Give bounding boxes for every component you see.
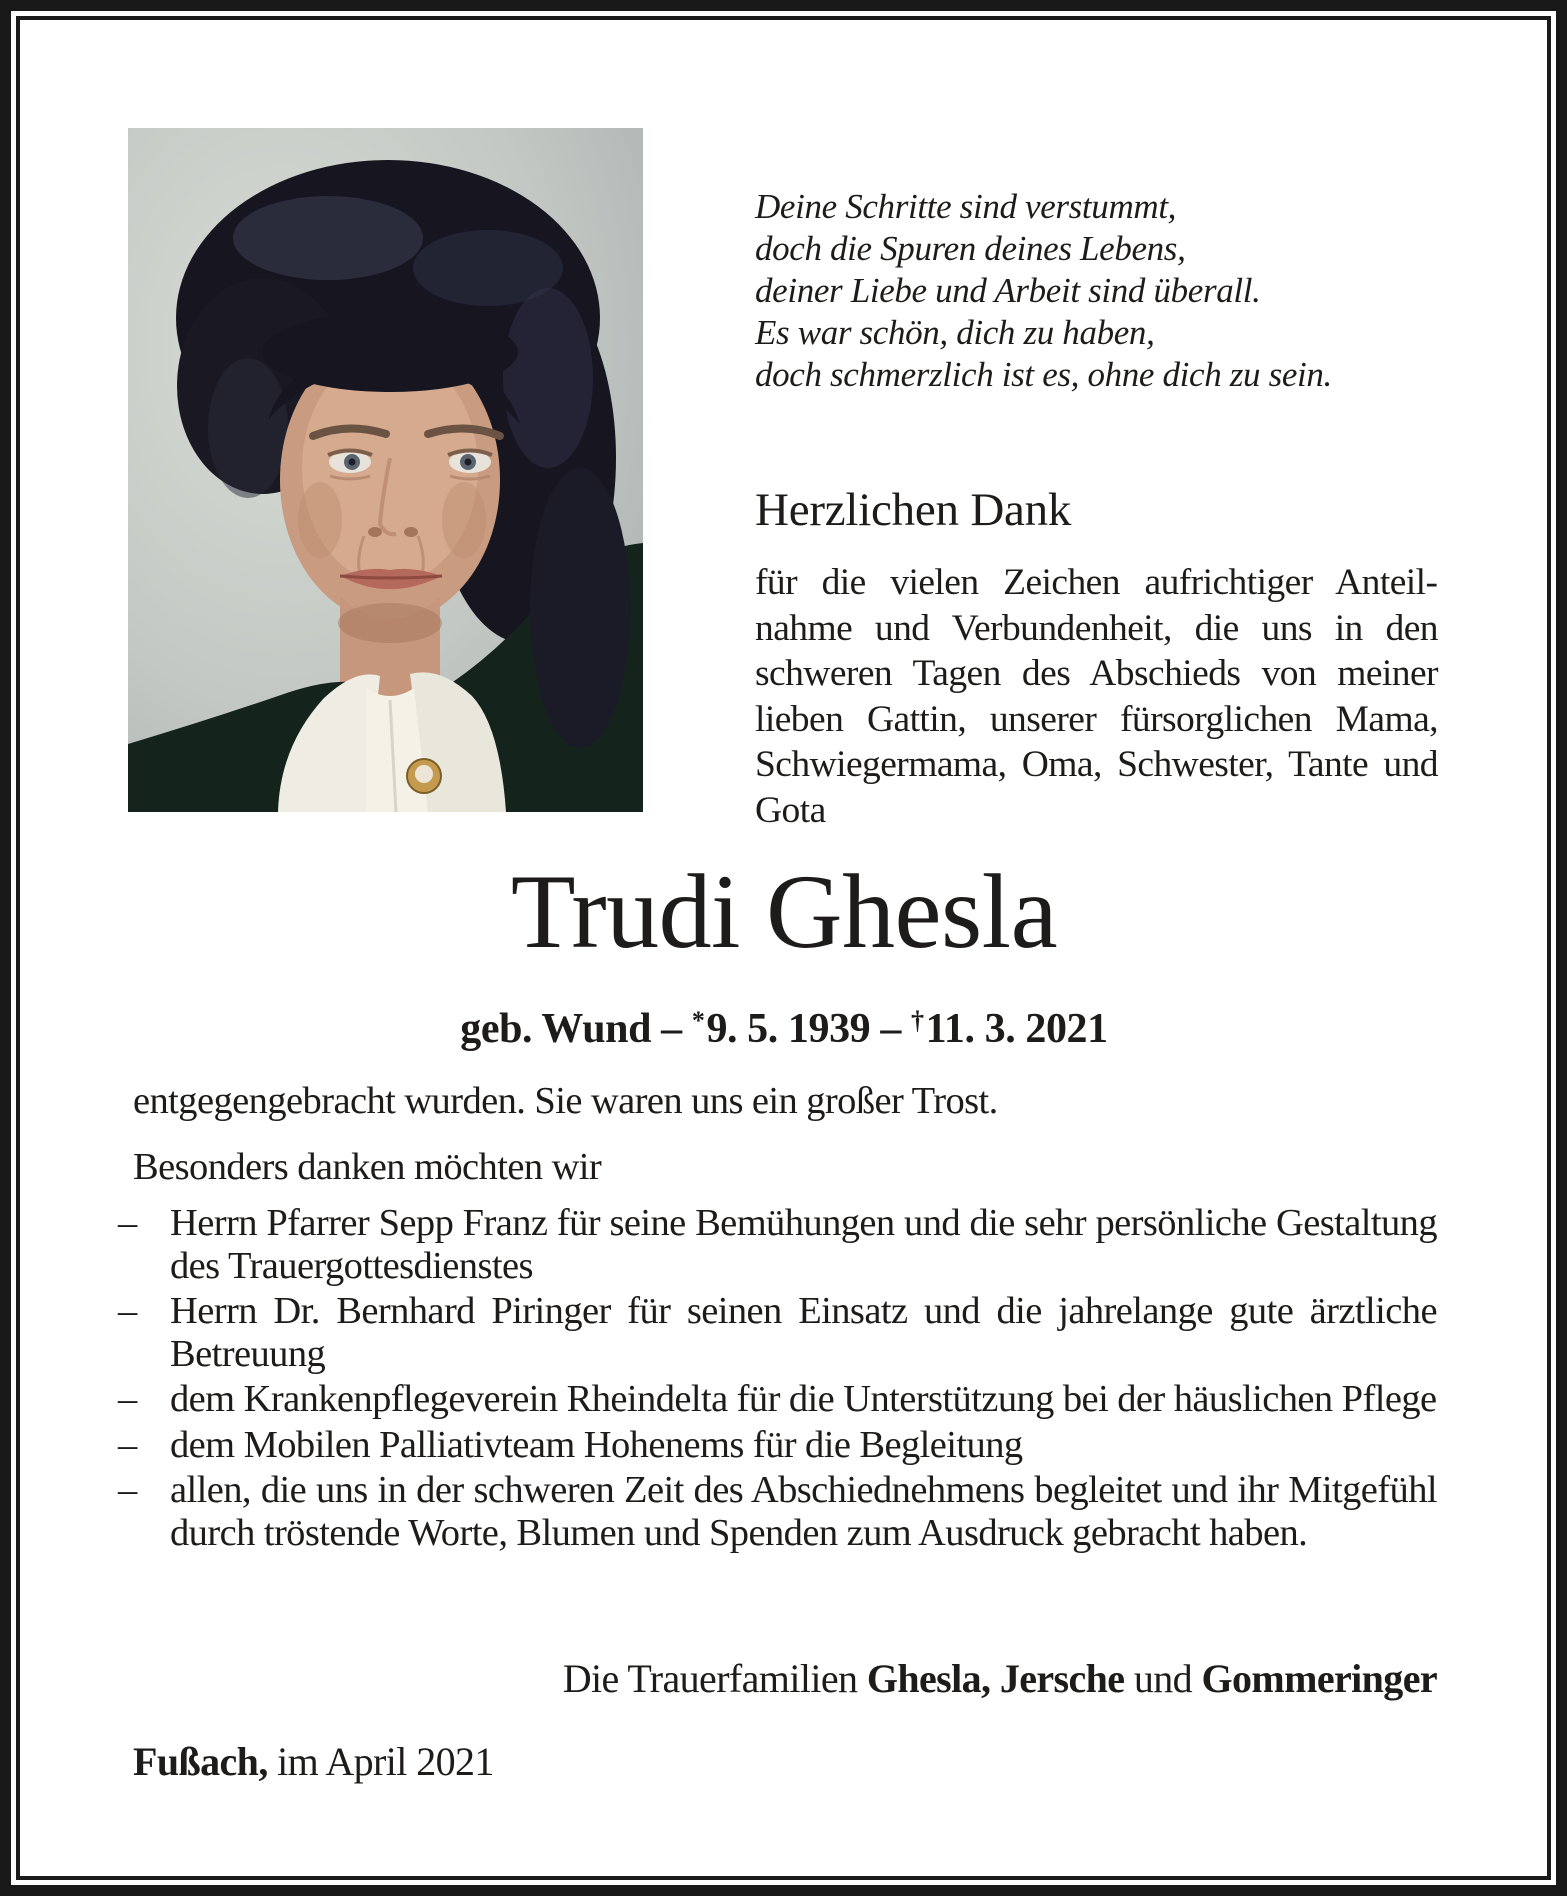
memorial-poem	[755, 186, 1455, 396]
dash-separator: –	[661, 1006, 682, 1053]
families-conjunction: und	[1133, 1656, 1193, 1701]
dash-bullet: –	[118, 1202, 137, 1244]
poem-line: Deine Schritte sind verstummt,	[755, 187, 1177, 226]
dash-bullet: –	[118, 1290, 137, 1332]
place-date-line	[133, 1739, 1437, 1785]
list-item	[118, 1290, 1437, 1375]
list-item-text: allen, die uns in der schweren Zeit des Abschiednehmens begleitet und ihr Mitgefühl durch tröstende Worte, Blumen und Spenden zum Ausdruck gebracht haben.	[170, 1469, 1437, 1554]
dash-bullet: –	[118, 1423, 137, 1466]
dash-bullet: –	[118, 1469, 137, 1511]
special-thanks-intro: Besonders danken möchten wir	[133, 1146, 602, 1188]
birth-star-symbol: *	[691, 1006, 705, 1035]
dash-bullet: –	[118, 1378, 137, 1420]
deceased-name: Trudi Ghesla	[510, 853, 1058, 970]
death-date: 11. 3. 2021	[925, 1006, 1108, 1053]
poem-line: deiner Liebe und Arbeit sind überall.	[755, 271, 1261, 310]
portrait-photo	[128, 128, 643, 812]
special-thanks-list	[118, 1202, 1437, 1557]
thanks-heading: Herzlichen Dank	[755, 484, 1072, 536]
poem-line: doch schmerzlich ist es, ohne dich zu sein.	[755, 355, 1332, 394]
place-name: Fußach,	[133, 1739, 268, 1784]
poem-line: doch die Spuren deines Lebens,	[755, 229, 1186, 268]
list-item	[118, 1469, 1437, 1554]
poem-line: Es war schön, dich zu haben,	[755, 313, 1155, 352]
list-item-text: dem Mobilen Palliativteam Hohenems für die Begleitung	[170, 1423, 1023, 1466]
death-dagger-symbol: †	[911, 1006, 924, 1035]
list-item	[118, 1378, 1437, 1421]
family-name-bold: Gommeringer	[1201, 1656, 1437, 1701]
mourning-families-line	[133, 1656, 1437, 1702]
birth-date: 9. 5. 1939	[706, 1006, 871, 1053]
list-item-text: Herrn Dr. Bernhard Piringer für seinen Einsatz und die jahrelange gute ärztliche Betreuung	[170, 1290, 1437, 1375]
list-item	[118, 1424, 1437, 1467]
portrait-illustration	[128, 128, 643, 812]
maiden-name: geb. Wund	[460, 1006, 652, 1053]
life-dates	[130, 997, 1438, 1053]
dash-separator: –	[880, 1006, 901, 1053]
list-item-text: dem Krankenpflegeverein Rheindelta für die Unterstützung bei der häuslichen Pflege	[170, 1378, 1437, 1420]
list-item	[118, 1202, 1437, 1287]
date-text: im April 2021	[277, 1739, 494, 1784]
thanks-paragraph: für die vielen Zeichen aufrichtiger Anteilnahme und Verbundenheit, die uns in den schweren Tagen des Abschieds von meiner lieben Gattin, unserer fürsorglichen Mama, Schwiegermama, Oma, Schwester, Tante und Gota	[755, 562, 1438, 831]
family-names-bold: Ghesla, Jersche	[866, 1656, 1125, 1701]
families-prefix: Die Trauerfamilien	[562, 1656, 858, 1701]
list-item-text: Herrn Pfarrer Sepp Franz für seine Bemühungen und die sehr persönliche Gestaltung des Trauergottesdienstes	[170, 1202, 1437, 1287]
consolation-line: entgegengebracht wurden. Sie waren uns ein großer Trost.	[133, 1080, 998, 1122]
